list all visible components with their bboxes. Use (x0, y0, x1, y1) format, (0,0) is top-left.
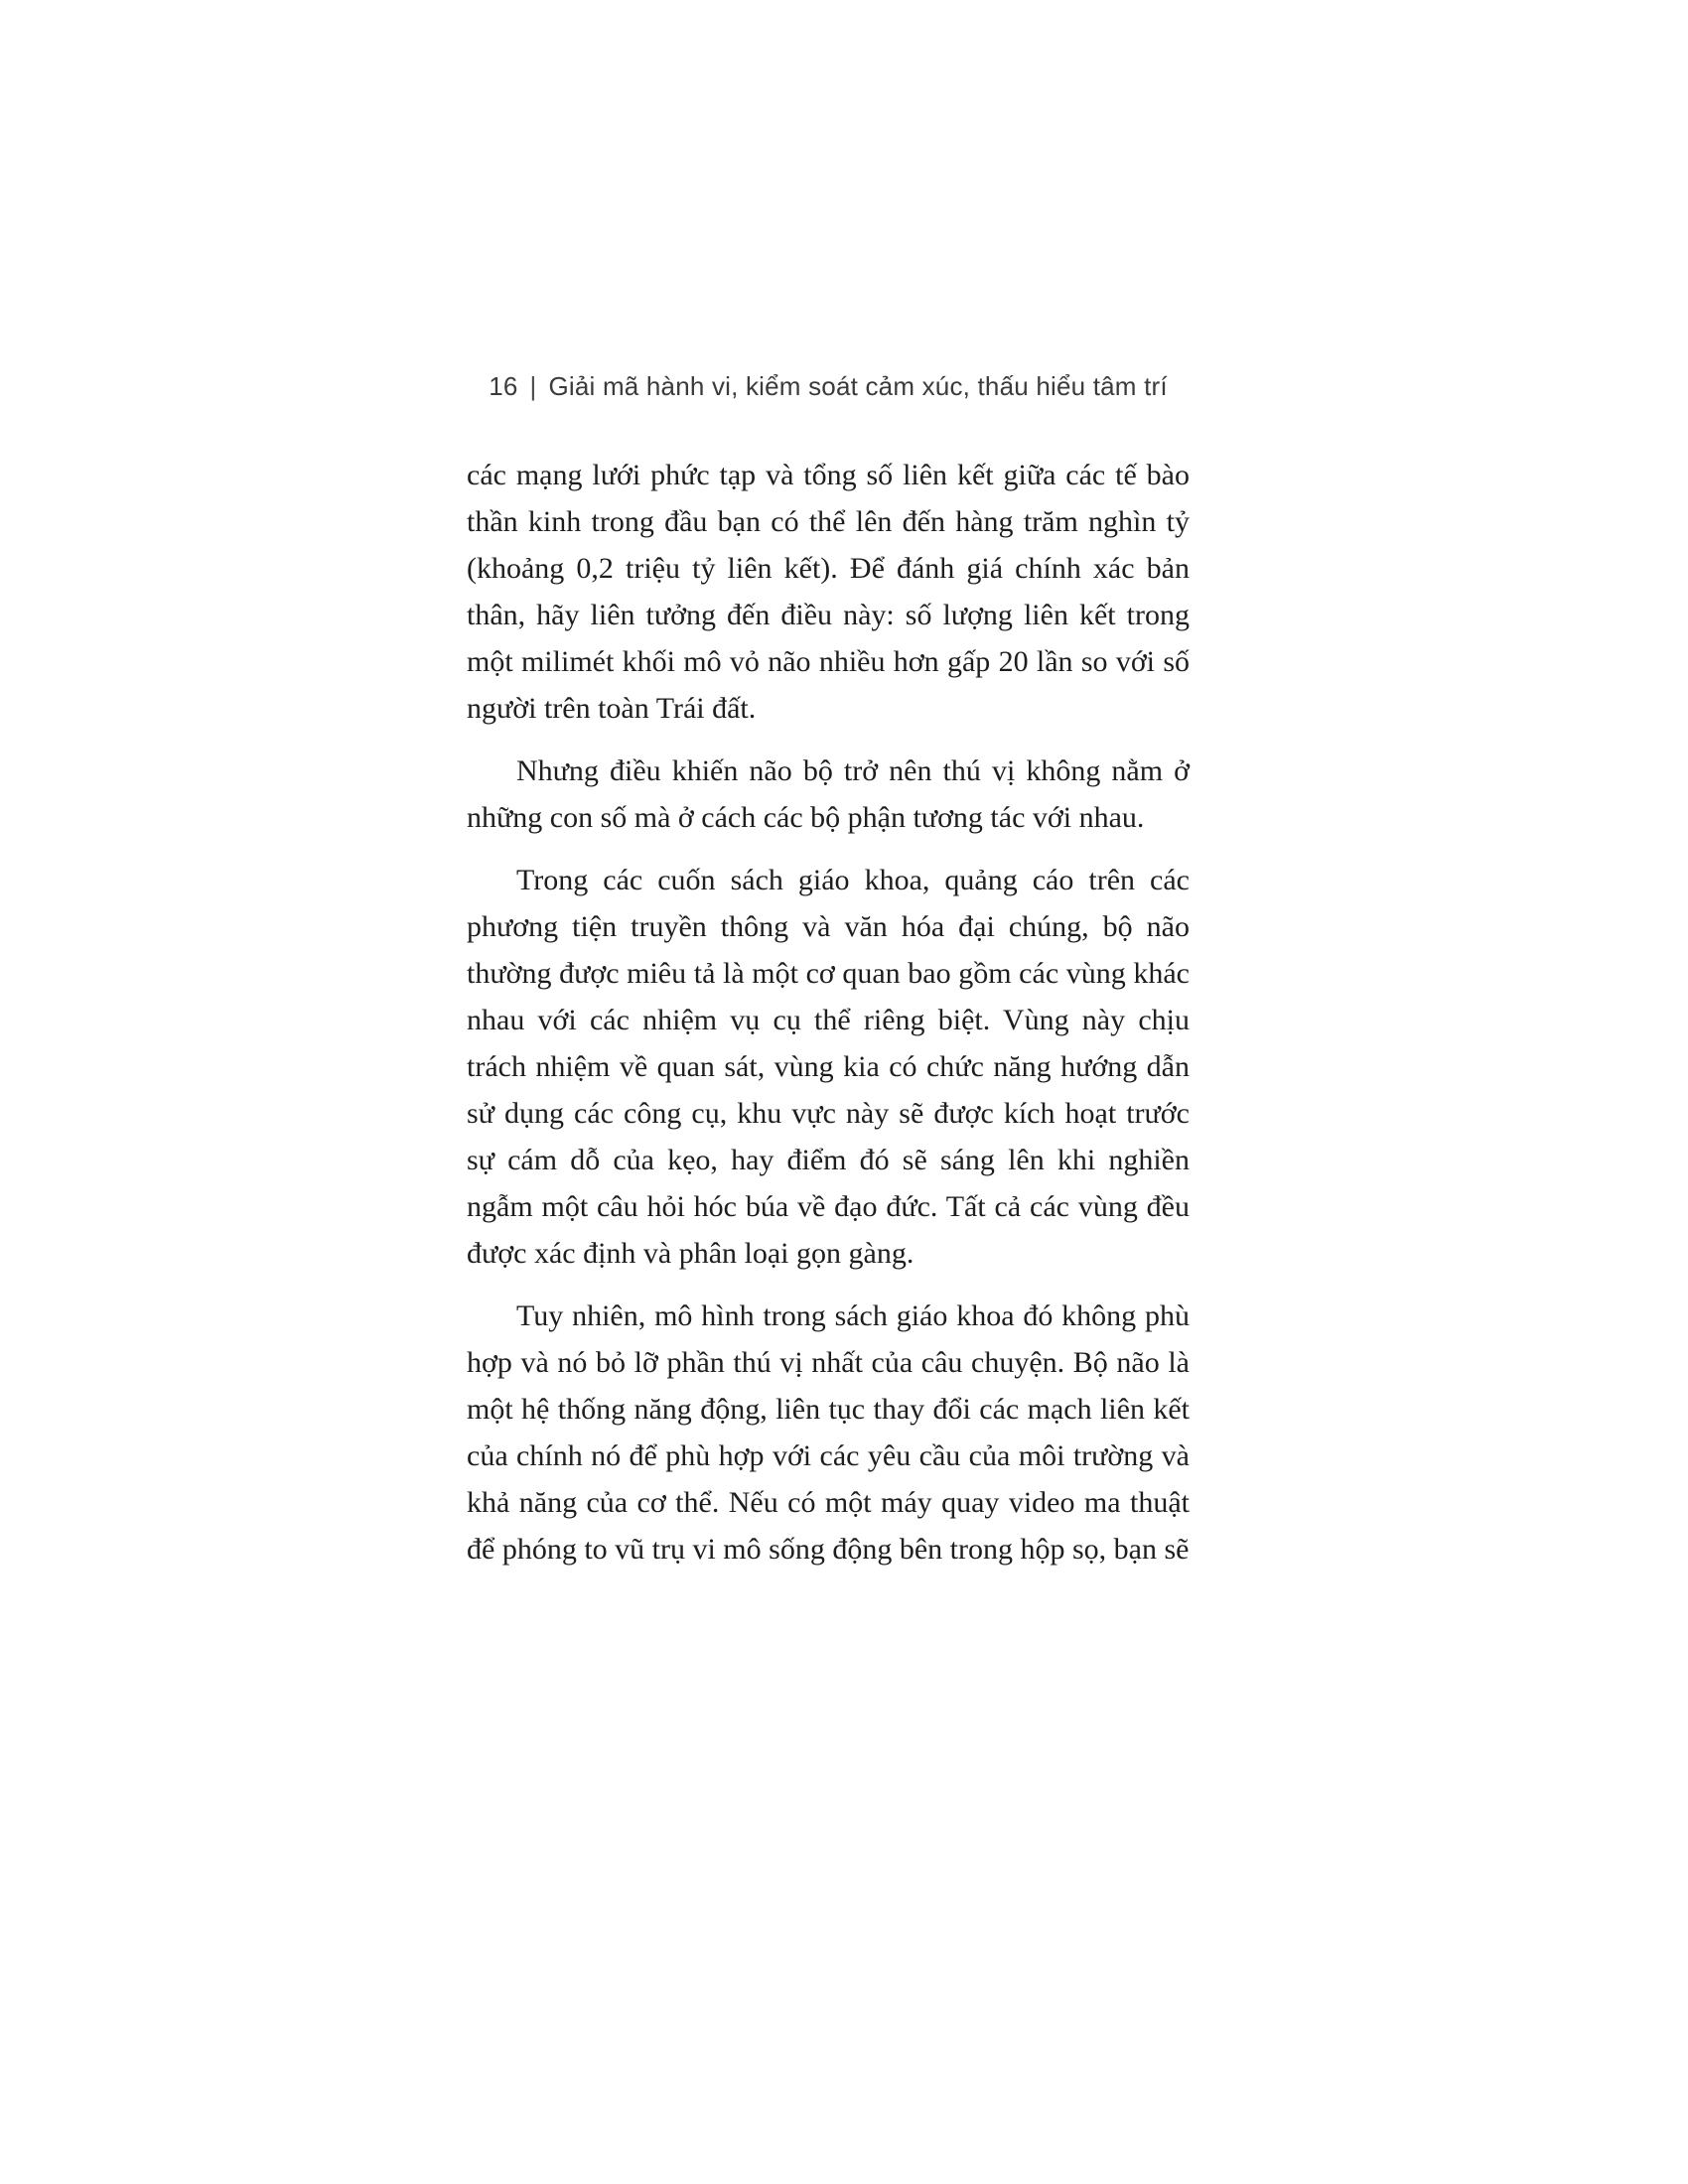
page-number: 16 (489, 371, 518, 401)
paragraph: Trong các cuốn sách giáo khoa, quảng cáo trên các phương tiện truyền thông và văn hóa đại chúng, bộ não thường được miêu tả là một cơ quan bao gồm các vùng khác nhau với các nhiệm vụ cụ thể riêng biệt. Vùng này chịu trách nhiệm về quan sát, vùng kia có chức năng hướng dẫn sử dụng các công cụ, khu vực này sẽ được kích hoạt trước sự cám dỗ của kẹo, hay điểm đó sẽ sáng lên khi nghiền ngẫm một câu hỏi hóc búa về đạo đức. Tất cả các vùng đều được xác định và phân loại gọn gàng. (467, 864, 1190, 1270)
paragraph: Nhưng điều khiến não bộ trở nên thú vị không nằm ở những con số mà ở cách các bộ phận tương tác với nhau. (467, 754, 1190, 834)
paragraph: Tuy nhiên, mô hình trong sách giáo khoa đó không phù hợp và nó bỏ lỡ phần thú vị nhất của câu chuyện. Bộ não là một hệ thống năng động, liên tục thay đổi các mạch liên kết của chính nó để phù hợp với các yêu cầu của môi trường và khả năng của cơ thể. Nếu có một máy quay video ma thuật để phóng to vũ trụ vi mô sống động bên trong hộp sọ, bạn sẽ (467, 1299, 1190, 1566)
header-separator: | (529, 371, 537, 401)
book-title: Giải mã hành vi, kiểm soát cảm xúc, thấu hiểu tâm trí (548, 371, 1168, 401)
running-header (467, 369, 1190, 403)
body-text (467, 452, 1190, 1588)
paragraph: các mạng lưới phức tạp và tổng số liên kết giữa các tế bào thần kinh trong đầu bạn có thể lên đến hàng trăm nghìn tỷ (khoảng 0,2 triệu tỷ liên kết). Để đánh giá chính xác bản thân, hãy liên tưởng đến điều này: số lượng liên kết trong một milimét khối mô vỏ não nhiều hơn gấp 20 lần so với số người trên toàn Trái đất. (467, 459, 1190, 725)
